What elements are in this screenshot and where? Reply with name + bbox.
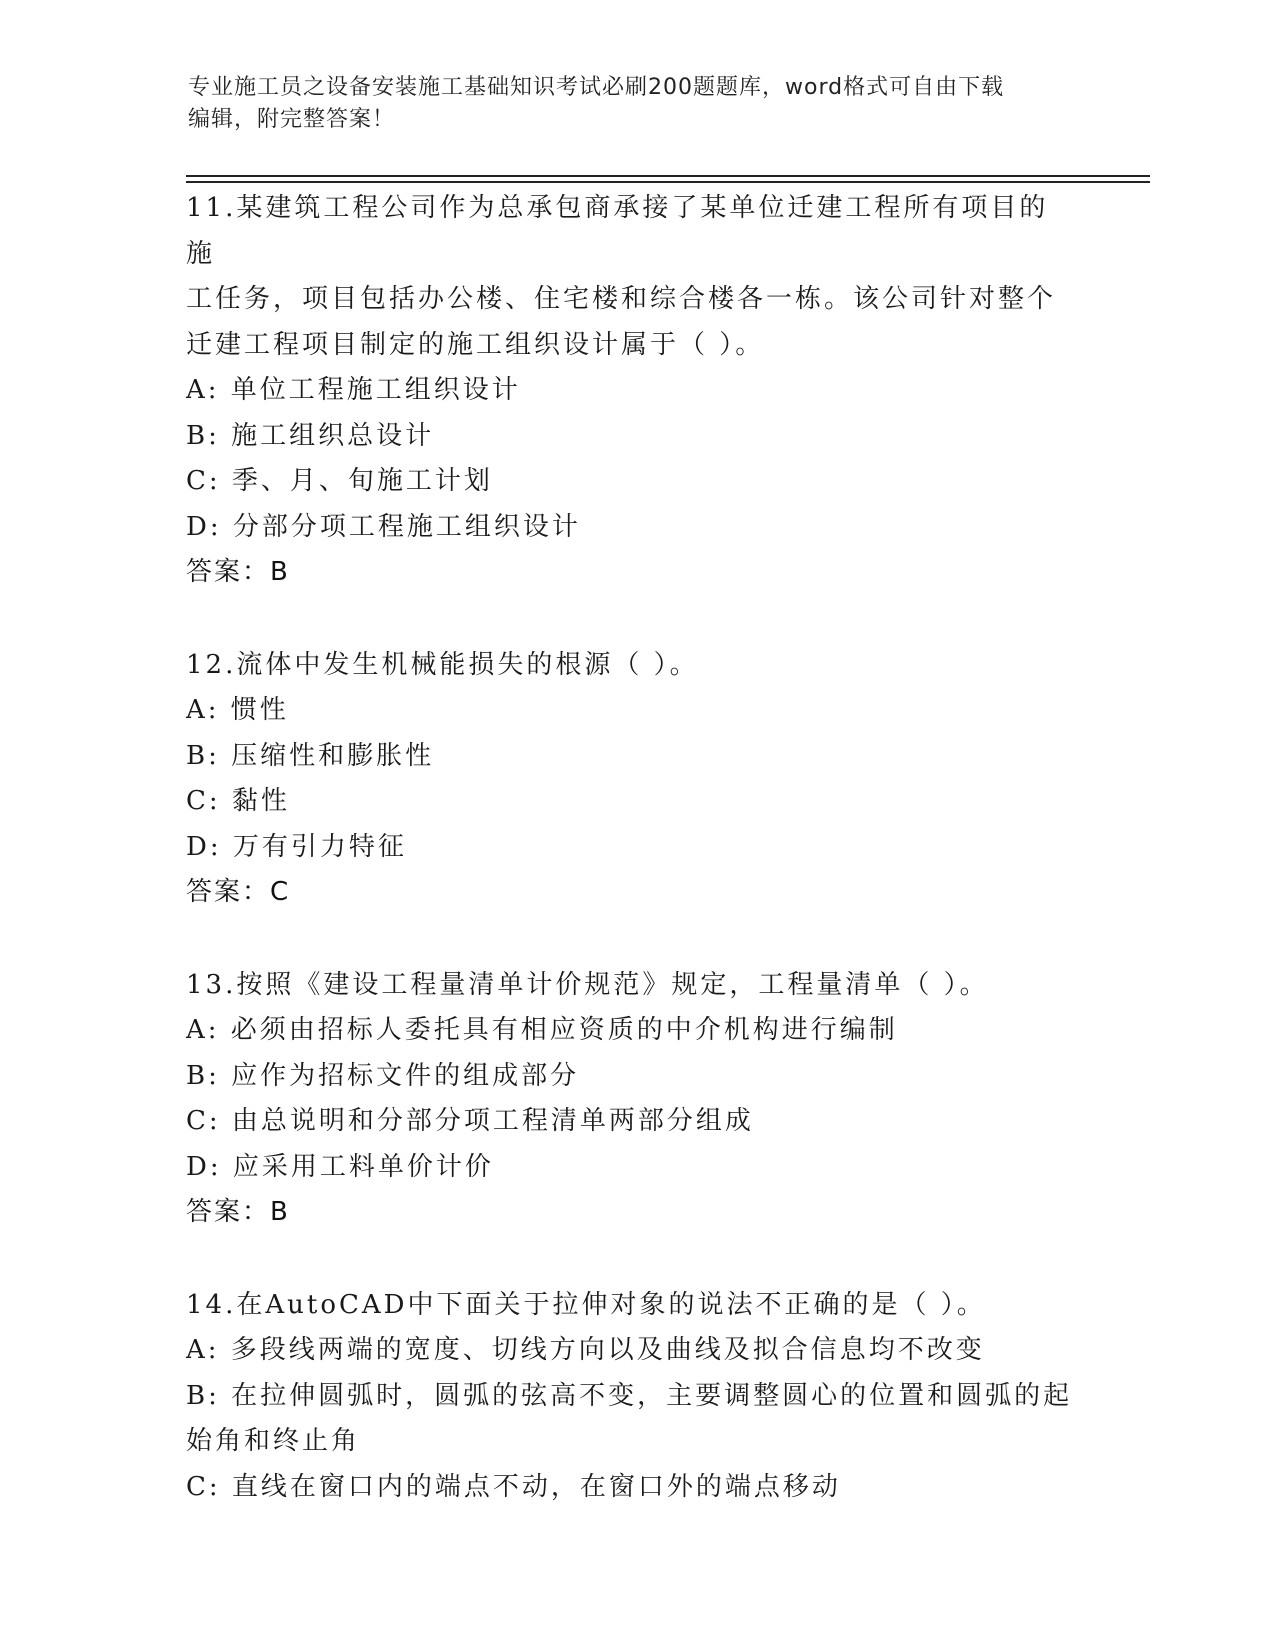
answer-line: 答案：B [186,1197,290,1227]
option-a: A: 必须由招标人委托具有相应资质的中介机构进行编制 [186,1015,898,1045]
question-12 [186,643,1076,916]
question-13 [186,963,1076,1236]
question-stem-line: 工任务，项目包括办公楼、住宅楼和综合楼各一栋。该公司针对整个 [186,284,1057,314]
option-c: C: 季、月、旬施工计划 [186,466,493,496]
option-a: A: 惯性 [186,695,289,725]
question-14 [186,1283,1076,1511]
header-divider-bottom [186,181,1150,183]
option-b: B: 在拉伸圆弧时，圆弧的弦高不变，主要调整圆心的位置和圆弧的起 [186,1380,1073,1411]
question-stem-line: 13.按照《建设工程量清单计价规范》规定，工程量清单（ ）。 [186,969,989,1000]
option-b: B: 施工组织总设计 [186,420,435,451]
option-c: C: 黏性 [186,786,290,816]
question-stem-line: 迁建工程项目制定的施工组织设计属于（ ）。 [186,329,765,360]
question-stem-line: 12.流体中发生机械能损失的根源（ ）。 [186,649,699,680]
header-line-2: 编辑，附完整答案！ [188,107,396,132]
header-line-1: 专业施工员之设备安装施工基础知识考试必刷200题题库，word格式可自由下载 [188,75,1005,100]
option-d: D: 应采用工料单价计价 [186,1151,494,1182]
option-b-continued: 始角和终止角 [186,1426,361,1456]
option-c: C: 由总说明和分部分项工程清单两部分组成 [186,1106,754,1136]
answer-line: 答案：B [186,557,290,587]
option-c: C: 直线在窗口内的端点不动，在窗口外的端点移动 [186,1471,841,1502]
option-a: A: 多段线两端的宽度、切线方向以及曲线及拟合信息均不改变 [186,1335,985,1365]
option-d: D: 分部分项工程施工组织设计 [186,511,581,542]
question-stem-line: 11.某建筑工程公司作为总承包商承接了某单位迁建工程所有项目的施 [186,193,1049,269]
question-11 [186,186,1076,596]
option-b: B: 应作为招标文件的组成部分 [186,1060,580,1091]
question-list [186,186,1076,1557]
answer-line: 答案：C [186,877,291,907]
option-a: A: 单位工程施工组织设计 [186,375,521,405]
header-divider-top [186,175,1150,177]
option-b: B: 压缩性和膨胀性 [186,740,435,771]
option-d: D: 万有引力特征 [186,831,407,862]
question-stem-line: 14.在AutoCAD中下面关于拉伸对象的说法不正确的是（ ）。 [186,1289,986,1320]
document-header [188,72,1068,136]
